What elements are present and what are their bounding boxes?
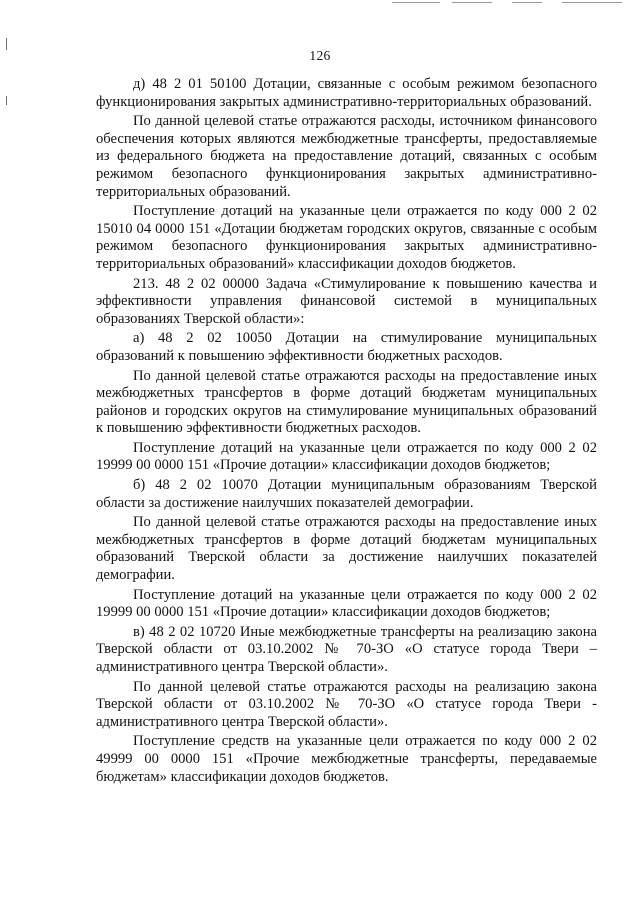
scan-top-edge	[0, 0, 640, 8]
paragraph-b-income-code: Поступление дотаций на указанные цели отражается по коду 000 2 02 19999 00 0000 151 «Прочие дотации» классификации доходов бюджетов;	[96, 586, 597, 621]
paragraph-d-description: По данной целевой статье отражаются расходы, источником финансового обеспечения которых являются межбюджетные трансферты, предоставляемые из федерального бюджета на предоставление дотаций, связанных с особым режимом безопасного функционирования закрытых административно-территориальных образований.	[96, 113, 597, 200]
document-body	[96, 76, 597, 786]
paragraph-b-48-2-02-10070: б) 48 2 02 10070 Дотации муниципальным образованиям Тверской области за достижение наилучших показателей демографии.	[96, 477, 597, 511]
paragraph-a-description: По данной целевой статье отражаются расходы на предоставление иных межбюджетных трансфертов в форме дотаций бюджетам муниципальных районов и городских округов на стимулирование муниципальных образований к повышению эффективности бюджетных расходов.	[96, 367, 597, 437]
page-number: 126	[309, 48, 331, 63]
paragraph-a-48-2-02-10050: а) 48 2 02 10050 Дотации на стимулирование муниципальных образований к повышению эффективности бюджетных расходов.	[96, 330, 597, 364]
scan-margin-mark	[6, 96, 7, 105]
paragraph-b-description: По данной целевой статье отражаются расходы на предоставление иных межбюджетных трансфертов в форме дотаций бюджетам муниципальных образований Тверской области за достижение наилучших показателей демографии.	[96, 514, 597, 584]
paragraph-d-income-code: Поступление дотаций на указанные цели отражается по коду 000 2 02 15010 04 0000 151 «Дотации бюджетам городских округов, связанные с особым режимом безопасного функционирования закрытых административно-территориальных образований» классификации доходов бюджетов.	[96, 203, 597, 272]
paragraph-d-48-2-01-50100: д) 48 2 01 50100 Дотации, связанные с особым режимом безопасного функционирования закрытых административно-территориальных образований.	[96, 76, 597, 110]
paragraph-v-income-code: Поступление средств на указанные цели отражается по коду 000 2 02 49999 00 0000 151 «Прочие межбюджетные трансферты, передаваемые бюджетам» классификации доходов бюджетов.	[96, 733, 597, 785]
paragraph-a-income-code: Поступление дотаций на указанные цели отражается по коду 000 2 02 19999 00 0000 151 «Прочие дотации» классификации доходов бюджетов;	[96, 439, 597, 474]
paragraph-v-48-2-02-10720: в) 48 2 02 10720 Иные межбюджетные трансферты на реализацию закона Тверской области от 03.10.2002 № 70-ЗО «О статусе города Твери – административного центра Тверской области».	[96, 623, 597, 675]
paragraph-task-213: 213. 48 2 02 00000 Задача «Стимулирование к повышению качества и эффективности управления финансовой системой в муниципальных образованиях Тверской области»:	[96, 275, 597, 327]
paragraph-v-description: По данной целевой статье отражаются расходы на реализацию закона Тверской области от 03.10.2002 № 70-ЗО «О статусе города Твери - административного центра Тверской области».	[96, 678, 597, 730]
